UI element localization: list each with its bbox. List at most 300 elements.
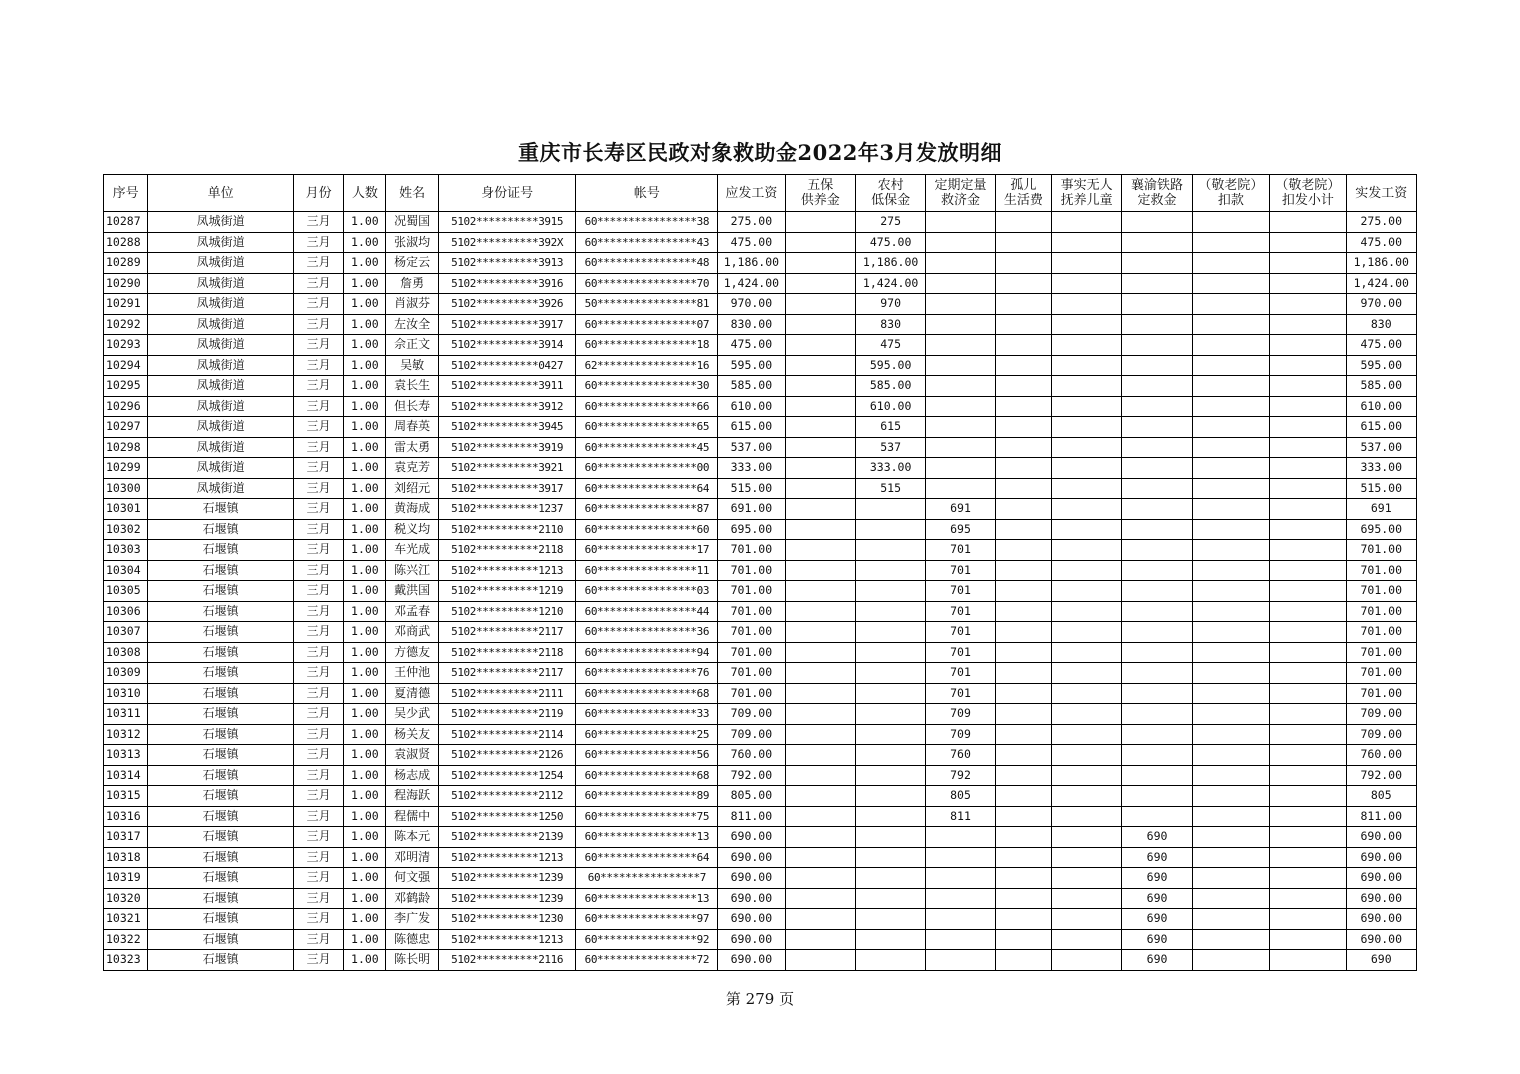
- table-cell: 475.00: [1346, 232, 1416, 253]
- table-cell: [1270, 540, 1346, 561]
- table-cell: 701.00: [718, 560, 785, 581]
- table-cell: 60****************13: [576, 827, 718, 848]
- table-cell: [1051, 458, 1121, 479]
- table-cell: 1.00: [344, 847, 386, 868]
- table-cell: 三月: [294, 417, 344, 438]
- table-cell: 5102**********3913: [438, 253, 576, 274]
- table-row: [104, 827, 1417, 848]
- table-cell: 695.00: [1346, 519, 1416, 540]
- table-cell: [1122, 765, 1192, 786]
- table-cell: [1122, 601, 1192, 622]
- column-header: 身份证号: [438, 175, 576, 212]
- table-cell: [1051, 417, 1121, 438]
- table-cell: [1192, 396, 1269, 417]
- table-cell: [995, 540, 1051, 561]
- table-cell: 5102**********2117: [438, 663, 576, 684]
- table-row: [104, 437, 1417, 458]
- table-row: [104, 499, 1417, 520]
- table-cell: 701: [926, 622, 995, 643]
- table-cell: [1192, 540, 1269, 561]
- table-cell: 5102**********3916: [438, 273, 576, 294]
- table-cell: 701.00: [1346, 683, 1416, 704]
- table-cell: [1270, 704, 1346, 725]
- table-cell: 709.00: [1346, 704, 1416, 725]
- table-cell: 615: [855, 417, 925, 438]
- table-cell: 三月: [294, 314, 344, 335]
- table-cell: [785, 212, 855, 233]
- table-cell: 1.00: [344, 683, 386, 704]
- table-cell: 凤城街道: [148, 458, 294, 479]
- table-cell: 三月: [294, 929, 344, 950]
- table-cell: 三月: [294, 642, 344, 663]
- table-cell: [1051, 724, 1121, 745]
- table-cell: [1122, 458, 1192, 479]
- table-cell: 60****************64: [576, 847, 718, 868]
- table-cell: 60****************11: [576, 560, 718, 581]
- table-cell: 5102**********2119: [438, 704, 576, 725]
- table-cell: [855, 806, 925, 827]
- table-cell: [785, 847, 855, 868]
- column-header: 定期定量 救济金: [926, 175, 995, 212]
- table-cell: [785, 704, 855, 725]
- table-cell: 10301: [104, 499, 148, 520]
- table-cell: [995, 519, 1051, 540]
- table-cell: 1.00: [344, 376, 386, 397]
- table-cell: [1270, 478, 1346, 499]
- table-cell: 三月: [294, 273, 344, 294]
- table-cell: 690.00: [718, 929, 785, 950]
- table-cell: 5102**********3914: [438, 335, 576, 356]
- table-cell: [855, 745, 925, 766]
- table-cell: 周春英: [386, 417, 438, 438]
- page-number: 第 279 页: [725, 990, 795, 1008]
- table-cell: 595.00: [855, 355, 925, 376]
- table-cell: [1051, 376, 1121, 397]
- table-row: [104, 417, 1417, 438]
- table-cell: [1192, 232, 1269, 253]
- table-cell: [1122, 540, 1192, 561]
- table-row: [104, 581, 1417, 602]
- table-cell: [785, 581, 855, 602]
- table-cell: 三月: [294, 355, 344, 376]
- table-cell: 5102**********1213: [438, 560, 576, 581]
- table-cell: 石堰镇: [148, 704, 294, 725]
- table-cell: [1051, 827, 1121, 848]
- table-cell: 10293: [104, 335, 148, 356]
- table-cell: [926, 253, 995, 274]
- table-cell: 690: [1122, 888, 1192, 909]
- table-row: [104, 642, 1417, 663]
- table-cell: 690.00: [1346, 888, 1416, 909]
- table-cell: 三月: [294, 683, 344, 704]
- table-cell: 515: [855, 478, 925, 499]
- table-cell: [1122, 560, 1192, 581]
- table-cell: [995, 581, 1051, 602]
- table-cell: [1192, 868, 1269, 889]
- table-cell: [926, 847, 995, 868]
- table-cell: [1122, 355, 1192, 376]
- table-cell: 10311: [104, 704, 148, 725]
- table-cell: [1192, 581, 1269, 602]
- table-cell: [1051, 786, 1121, 807]
- table-cell: [1122, 745, 1192, 766]
- table-cell: [995, 929, 1051, 950]
- table-cell: [785, 376, 855, 397]
- table-cell: [995, 683, 1051, 704]
- table-cell: 10305: [104, 581, 148, 602]
- table-cell: [1051, 396, 1121, 417]
- table-cell: [995, 355, 1051, 376]
- table-cell: 10295: [104, 376, 148, 397]
- table-cell: 石堰镇: [148, 663, 294, 684]
- table-cell: [855, 724, 925, 745]
- table-row: [104, 212, 1417, 233]
- table-cell: 杨志成: [386, 765, 438, 786]
- table-row: [104, 683, 1417, 704]
- table-cell: 凤城街道: [148, 294, 294, 315]
- table-row: [104, 540, 1417, 561]
- table-cell: 5102**********2116: [438, 950, 576, 971]
- table-cell: 10322: [104, 929, 148, 950]
- table-cell: [1122, 581, 1192, 602]
- table-cell: [785, 950, 855, 971]
- table-cell: 1.00: [344, 253, 386, 274]
- table-cell: 691.00: [718, 499, 785, 520]
- table-cell: [1192, 683, 1269, 704]
- table-cell: [1051, 601, 1121, 622]
- column-header: 应发工资: [718, 175, 785, 212]
- table-cell: [926, 294, 995, 315]
- table-cell: [1051, 642, 1121, 663]
- table-cell: 10319: [104, 868, 148, 889]
- table-cell: [1270, 847, 1346, 868]
- table-cell: 5102**********0427: [438, 355, 576, 376]
- table-cell: 凤城街道: [148, 232, 294, 253]
- table-cell: 程儒中: [386, 806, 438, 827]
- table-cell: [1270, 745, 1346, 766]
- table-cell: 10292: [104, 314, 148, 335]
- table-cell: [1270, 396, 1346, 417]
- table-cell: 1.00: [344, 868, 386, 889]
- table-cell: [1122, 335, 1192, 356]
- table-cell: 60****************38: [576, 212, 718, 233]
- table-cell: 凤城街道: [148, 376, 294, 397]
- table-cell: [855, 642, 925, 663]
- table-cell: 811.00: [718, 806, 785, 827]
- table-cell: 1.00: [344, 806, 386, 827]
- table-cell: 陈德忠: [386, 929, 438, 950]
- table-cell: 车光成: [386, 540, 438, 561]
- table-row: [104, 745, 1417, 766]
- table-cell: 830.00: [718, 314, 785, 335]
- table-cell: 792.00: [718, 765, 785, 786]
- table-cell: 60****************56: [576, 745, 718, 766]
- table-cell: 1.00: [344, 642, 386, 663]
- table-cell: 690: [1346, 950, 1416, 971]
- table-cell: 1.00: [344, 396, 386, 417]
- table-cell: [785, 786, 855, 807]
- table-cell: 792: [926, 765, 995, 786]
- table-cell: 792.00: [1346, 765, 1416, 786]
- table-cell: 60****************25: [576, 724, 718, 745]
- table-cell: 佘正文: [386, 335, 438, 356]
- table-cell: 515.00: [718, 478, 785, 499]
- table-cell: 1.00: [344, 417, 386, 438]
- table-cell: [1270, 868, 1346, 889]
- table-cell: [785, 335, 855, 356]
- table-row: [104, 335, 1417, 356]
- table-cell: 1.00: [344, 519, 386, 540]
- table-cell: 1.00: [344, 294, 386, 315]
- table-cell: 60****************75: [576, 806, 718, 827]
- table-cell: 60****************68: [576, 765, 718, 786]
- table-cell: 1.00: [344, 950, 386, 971]
- table-cell: 5102**********2139: [438, 827, 576, 848]
- table-cell: [785, 314, 855, 335]
- table-cell: 三月: [294, 847, 344, 868]
- table-row: [104, 724, 1417, 745]
- table-cell: [1270, 642, 1346, 663]
- table-cell: 701: [926, 642, 995, 663]
- table-cell: [1122, 704, 1192, 725]
- table-cell: [926, 888, 995, 909]
- table-cell: 615.00: [1346, 417, 1416, 438]
- table-body: [104, 212, 1417, 971]
- table-row: [104, 786, 1417, 807]
- table-row: [104, 396, 1417, 417]
- table-cell: 1.00: [344, 888, 386, 909]
- table-cell: 三月: [294, 745, 344, 766]
- table-cell: 10297: [104, 417, 148, 438]
- table-cell: [1270, 314, 1346, 335]
- column-header: 月份: [294, 175, 344, 212]
- table-cell: 690: [1122, 909, 1192, 930]
- table-cell: [995, 396, 1051, 417]
- table-cell: [1192, 950, 1269, 971]
- table-cell: [785, 499, 855, 520]
- table-row: [104, 868, 1417, 889]
- table-cell: 三月: [294, 376, 344, 397]
- table-cell: 石堰镇: [148, 622, 294, 643]
- table-cell: 1,424.00: [718, 273, 785, 294]
- table-cell: 况蜀国: [386, 212, 438, 233]
- table-cell: 585.00: [718, 376, 785, 397]
- table-cell: [995, 478, 1051, 499]
- table-cell: 60****************45: [576, 437, 718, 458]
- table-cell: 三月: [294, 478, 344, 499]
- table-cell: 60****************33: [576, 704, 718, 725]
- table-cell: 袁长生: [386, 376, 438, 397]
- table-cell: [785, 417, 855, 438]
- table-cell: 石堰镇: [148, 765, 294, 786]
- table-cell: 三月: [294, 786, 344, 807]
- table-cell: [926, 355, 995, 376]
- table-cell: [1051, 929, 1121, 950]
- table-cell: [785, 745, 855, 766]
- table-header: [104, 175, 1417, 212]
- table-cell: 60****************65: [576, 417, 718, 438]
- table-cell: 5102**********2118: [438, 642, 576, 663]
- column-header: 序号: [104, 175, 148, 212]
- table-cell: 1.00: [344, 355, 386, 376]
- table-cell: [855, 519, 925, 540]
- table-cell: [1270, 929, 1346, 950]
- column-header: 农村 低保金: [855, 175, 925, 212]
- table-cell: 5102**********1239: [438, 868, 576, 889]
- table-cell: 凤城街道: [148, 335, 294, 356]
- table-cell: 701: [926, 683, 995, 704]
- table-cell: [1051, 868, 1121, 889]
- table-cell: 5102**********3926: [438, 294, 576, 315]
- table-cell: 5102**********1230: [438, 909, 576, 930]
- table-cell: 杨定云: [386, 253, 438, 274]
- table-cell: [1270, 294, 1346, 315]
- table-cell: 石堰镇: [148, 950, 294, 971]
- table-cell: 邓鹤龄: [386, 888, 438, 909]
- table-cell: [1192, 622, 1269, 643]
- table-cell: [1270, 519, 1346, 540]
- table-cell: 10288: [104, 232, 148, 253]
- table-cell: 60****************94: [576, 642, 718, 663]
- table-cell: 10296: [104, 396, 148, 417]
- table-cell: 吴敏: [386, 355, 438, 376]
- table-cell: 但长寿: [386, 396, 438, 417]
- table-cell: 60****************87: [576, 499, 718, 520]
- table-cell: 709: [926, 724, 995, 745]
- table-cell: [1192, 786, 1269, 807]
- table-cell: 1.00: [344, 827, 386, 848]
- table-cell: 凤城街道: [148, 212, 294, 233]
- table-cell: [1270, 437, 1346, 458]
- table-cell: 10294: [104, 355, 148, 376]
- table-cell: 石堰镇: [148, 601, 294, 622]
- table-cell: 690: [1122, 868, 1192, 889]
- table-cell: 1.00: [344, 786, 386, 807]
- table-cell: 1.00: [344, 273, 386, 294]
- table-cell: 5102**********3919: [438, 437, 576, 458]
- column-header: 帐号: [576, 175, 718, 212]
- table-cell: 60****************64: [576, 478, 718, 499]
- table-cell: [1192, 273, 1269, 294]
- table-cell: 701.00: [718, 683, 785, 704]
- table-cell: 333.00: [718, 458, 785, 479]
- table-cell: [785, 868, 855, 889]
- table-cell: 石堰镇: [148, 806, 294, 827]
- table-cell: [855, 704, 925, 725]
- table-cell: 1.00: [344, 663, 386, 684]
- table-cell: [1192, 437, 1269, 458]
- table-cell: 5102**********1213: [438, 929, 576, 950]
- table-cell: 1.00: [344, 499, 386, 520]
- table-cell: 三月: [294, 294, 344, 315]
- table-cell: [1051, 806, 1121, 827]
- table-cell: 左汝全: [386, 314, 438, 335]
- table-cell: 5102**********1219: [438, 581, 576, 602]
- table-cell: 701.00: [1346, 540, 1416, 561]
- table-cell: [785, 909, 855, 930]
- table-cell: [995, 724, 1051, 745]
- table-cell: [855, 929, 925, 950]
- table-cell: 1.00: [344, 560, 386, 581]
- table-cell: 三月: [294, 540, 344, 561]
- table-cell: [1051, 519, 1121, 540]
- table-cell: 10290: [104, 273, 148, 294]
- table-cell: [926, 478, 995, 499]
- column-header: 孤儿 生活费: [995, 175, 1051, 212]
- table-cell: 石堰镇: [148, 745, 294, 766]
- table-cell: 691: [926, 499, 995, 520]
- table-cell: 690.00: [718, 847, 785, 868]
- table-cell: 邓孟春: [386, 601, 438, 622]
- table-cell: 1.00: [344, 622, 386, 643]
- table-cell: 475: [855, 335, 925, 356]
- table-cell: 830: [855, 314, 925, 335]
- table-cell: [1122, 273, 1192, 294]
- table-cell: 雷太勇: [386, 437, 438, 458]
- table-cell: 10321: [104, 909, 148, 930]
- table-cell: 5102**********3917: [438, 314, 576, 335]
- table-cell: 709.00: [718, 724, 785, 745]
- table-cell: 615.00: [718, 417, 785, 438]
- table-cell: [1192, 765, 1269, 786]
- table-row: [104, 273, 1417, 294]
- table-cell: 60****************92: [576, 929, 718, 950]
- table-cell: [785, 540, 855, 561]
- table-cell: 1.00: [344, 458, 386, 479]
- table-cell: [855, 765, 925, 786]
- table-cell: 石堰镇: [148, 724, 294, 745]
- table-cell: [926, 232, 995, 253]
- table-cell: 690.00: [718, 909, 785, 930]
- table-cell: [1270, 355, 1346, 376]
- table-cell: [855, 540, 925, 561]
- table-cell: 吴少武: [386, 704, 438, 725]
- table-cell: 张淑均: [386, 232, 438, 253]
- table-cell: 三月: [294, 827, 344, 848]
- table-cell: 701.00: [1346, 663, 1416, 684]
- table-cell: 凤城街道: [148, 273, 294, 294]
- table-cell: [1051, 540, 1121, 561]
- table-cell: 60****************68: [576, 683, 718, 704]
- table-cell: 333.00: [1346, 458, 1416, 479]
- table-cell: [1051, 314, 1121, 335]
- table-cell: 1.00: [344, 704, 386, 725]
- header-row: [104, 175, 1417, 212]
- table-cell: 李广发: [386, 909, 438, 930]
- table-cell: 690.00: [1346, 868, 1416, 889]
- table-cell: 701.00: [718, 622, 785, 643]
- column-header: 事实无人 抚养儿童: [1051, 175, 1121, 212]
- table-cell: [995, 212, 1051, 233]
- table-cell: [995, 376, 1051, 397]
- table-cell: 695: [926, 519, 995, 540]
- table-cell: 10314: [104, 765, 148, 786]
- table-cell: 5102**********3945: [438, 417, 576, 438]
- table-cell: [785, 294, 855, 315]
- table-cell: [785, 888, 855, 909]
- table-cell: [1270, 232, 1346, 253]
- table-cell: [1192, 253, 1269, 274]
- table-cell: 石堰镇: [148, 929, 294, 950]
- table-cell: 701.00: [718, 540, 785, 561]
- table-cell: 1.00: [344, 724, 386, 745]
- table-cell: [995, 847, 1051, 868]
- table-cell: 60****************70: [576, 273, 718, 294]
- table-cell: [855, 827, 925, 848]
- table-cell: 10308: [104, 642, 148, 663]
- table-cell: [995, 417, 1051, 438]
- table-cell: [1192, 355, 1269, 376]
